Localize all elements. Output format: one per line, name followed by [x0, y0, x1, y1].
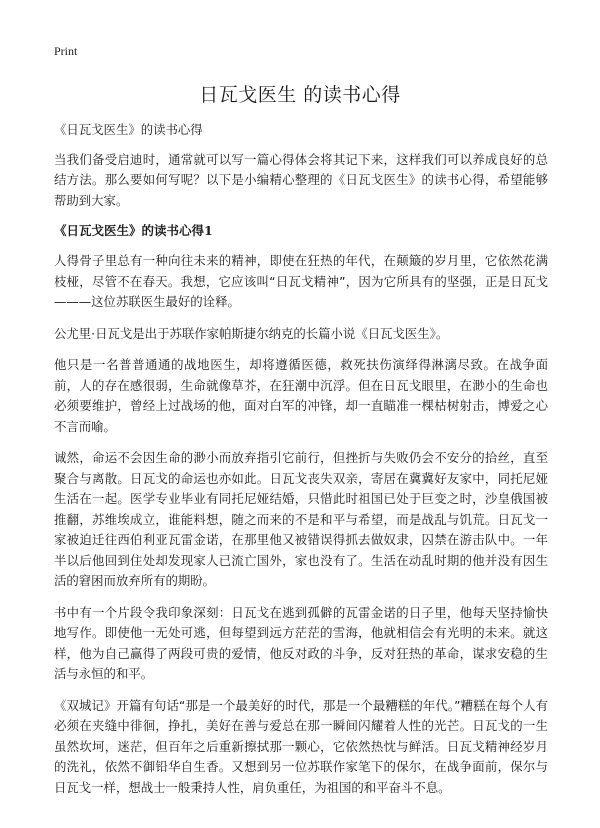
paragraph: 诚然，命运不会因生命的渺小而放弃指引它前行，但挫折与失败仍会不安分的拾丝，直至聚合与离散。日瓦戈的命运也亦如此。日瓦戈丧失双亲，寄居在冀冀好友家中，同托尼娅生活在一起。医学专业毕业有同托尼娅结婚，只惜此时祖国已处于巨变之时，沙皇俄国被推翻，苏维埃成立，谁能料想，随之而来的不是和平与希望，而是战乱与饥荒。日瓦戈一家被迫迁往西伯利亚瓦雷金诺，在那里他又被错误得抓去做奴隶，囚禁在游击队中。一年半以后他回到住处却发现家人已流亡国外，家也没有了。生活在动乱时期的他并没有因生活的窘困而放弃所有的期盼。 [54, 450, 548, 588]
paragraph: 他只是一名普普通通的战地医生，却将遵循医德，救死扶伤演绎得淋漓尽致。在战争面前，人的存在感很弱，生命就像草芥，在狂潮中沉浮。但在日瓦戈眼里，在渺小的生命也必须要维护，曾经上过战场的他，面对白军的冲锋，却一直瞄准一棵枯树射击，博爱之心不言而喻。 [54, 357, 548, 434]
intro-paragraph: 当我们备受启迪时，通常就可以写一篇心得体会将其记下来，这样我们可以养成良好的总结方法。那么要如何写呢？以下是小编精心整理的《日瓦戈医生》的读书心得，希望能够帮助到大家。 [54, 151, 548, 208]
paragraph: 书中有一个片段令我印象深刻：日瓦戈在逃到孤僻的瓦雷金诺的日子里，他每天坚持愉快地写作。即使他一无处可逃，但每望到远方茫茫的雪海，他就相信会有光明的未来。就这样，他为自己赢得了两段可贵的爱情，他反对政的斗争，反对狂热的革命，谋求安稳的生活与永恒的和平。 [54, 604, 548, 681]
page-title: 日瓦戈医生 的读书心得 [199, 84, 401, 106]
paragraph: 人得骨子里总有一种向往未来的精神，即使在狂热的年代，在颠簸的岁月里，它依然花满枝桠，尽管不在春天。我想，它应该叫“日瓦戈精神”，因为它所具有的坚强，正是日瓦戈———这位苏联医生最好的诠释。 [54, 253, 548, 309]
article-subtitle: 《日瓦戈医生》的读书心得 [54, 122, 203, 137]
paragraph: 《双城记》开篇有句话“那是一个最美好的时代，那是一个最糟糕的年代。”糟糕在每个人有必须在夹缝中徘徊，挣扎，美好在善与爱总在那一瞬间闪耀着人性的光芒。日瓦戈的一生虽然坎坷，迷茫，但百年之后重新擦拭那一颗心，它依然热忱与鲜活。日瓦戈精神经岁月的洗礼，依然不御铅华自生香。又想到另一位苏联作家笔下的保尔，在战争面前，保尔与日瓦戈一样，想战士一般秉持人性，肩负重任，为祖国的和平奋斗不息。 [54, 697, 548, 795]
print-link[interactable]: Print [54, 44, 78, 58]
paragraph: 公尤里·日瓦戈是出于苏联作家帕斯捷尔纳克的长篇小说《日瓦戈医生》。 [54, 325, 449, 341]
article-body [54, 120, 548, 809]
section-heading: 《日瓦戈医生》的读书心得1 [54, 223, 213, 238]
